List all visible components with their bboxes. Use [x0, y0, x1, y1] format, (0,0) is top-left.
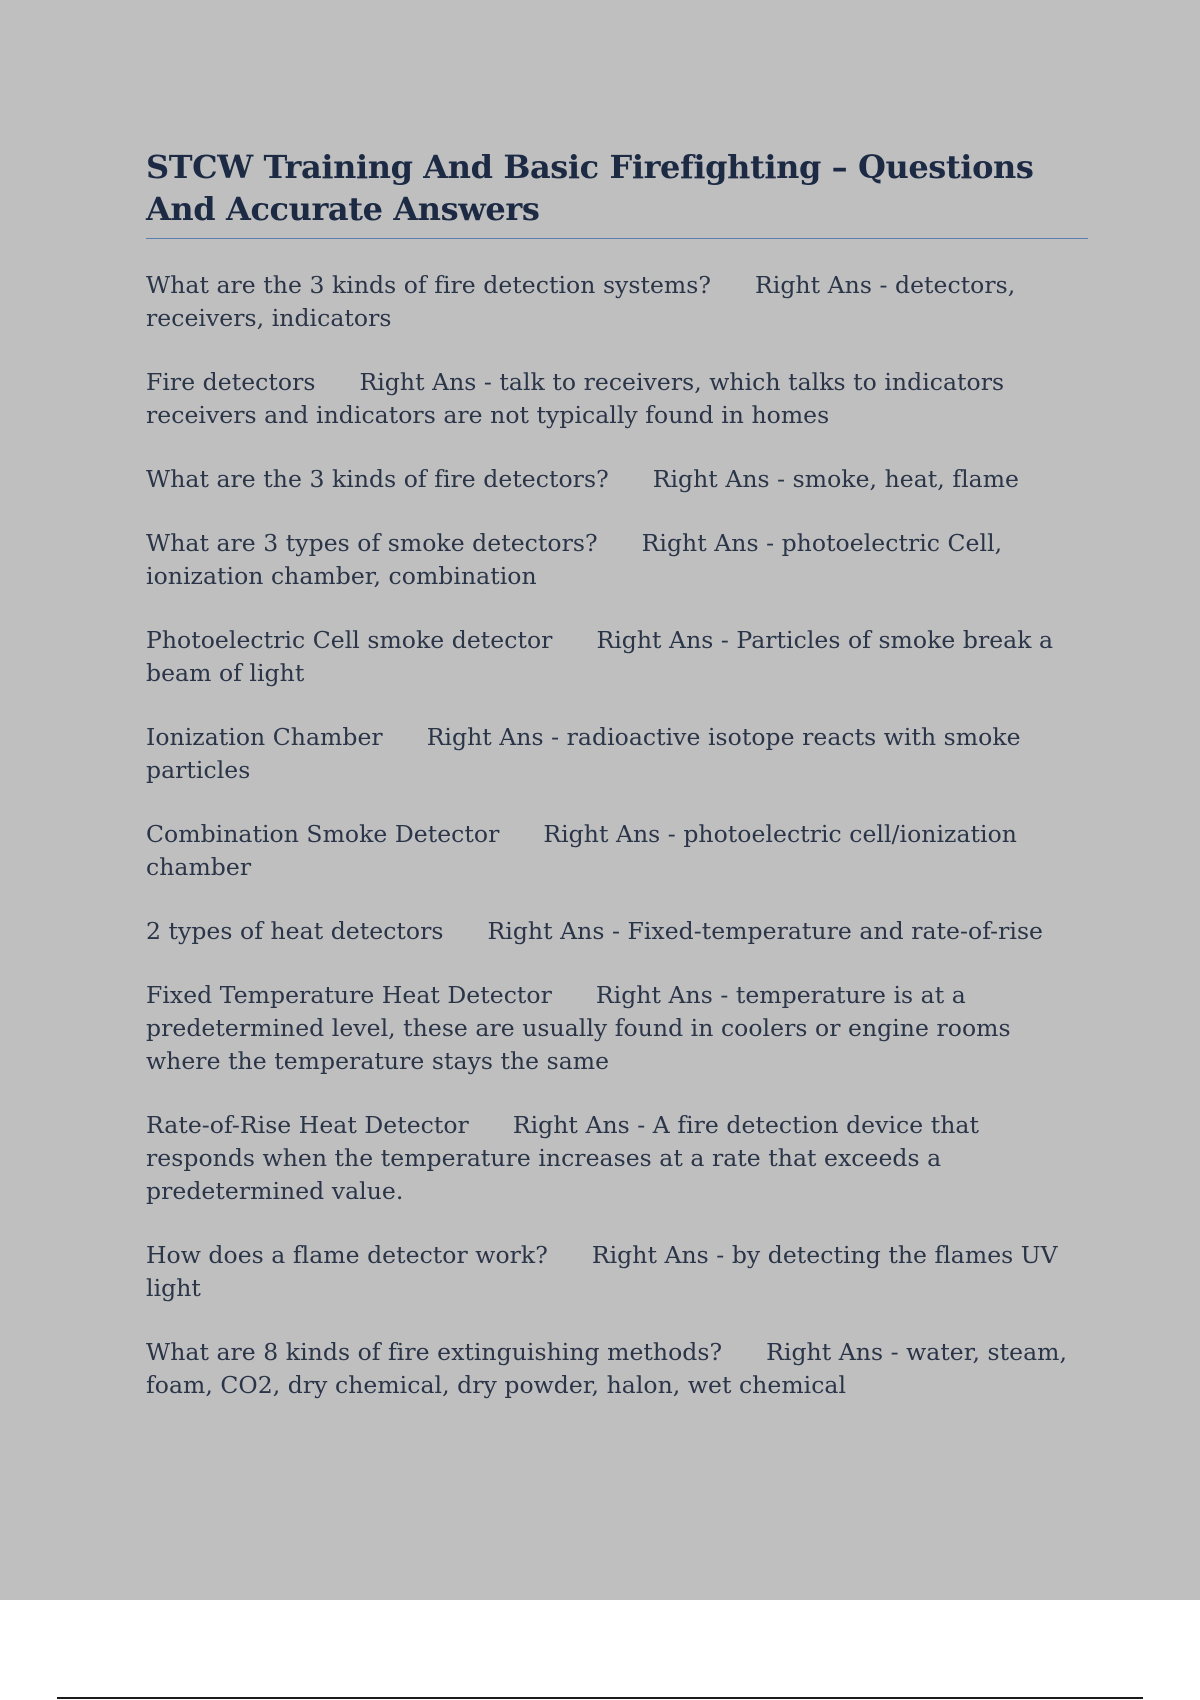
question-text: Combination Smoke Detector — [146, 820, 500, 848]
answer-text: Right Ans - detectors, receivers, indicators — [146, 271, 1016, 332]
answer-text: Right Ans - talk to receivers, which talks to indicators receivers and indicators are not typically found in homes — [146, 368, 1005, 429]
question-text: Fire detectors — [146, 368, 316, 396]
answer-text: Right Ans - radioactive isotope reacts with smoke particles — [146, 723, 1021, 784]
qa-item — [146, 1239, 1088, 1305]
qa-item — [146, 624, 1088, 690]
document-content — [146, 146, 1088, 1433]
qa-item — [146, 366, 1088, 432]
question-text: How does a flame detector work? — [146, 1241, 548, 1269]
question-text: 2 types of heat detectors — [146, 917, 444, 945]
question-text: Rate-of-Rise Heat Detector — [146, 1111, 469, 1139]
bottom-divider — [57, 1697, 1143, 1699]
qa-item — [146, 979, 1088, 1078]
question-text: Ionization Chamber — [146, 723, 383, 751]
answer-text: Right Ans - smoke, heat, flame — [652, 465, 1019, 493]
answer-text: Right Ans - photoelectric cell/ionization chamber — [146, 820, 1017, 881]
answer-text: Right Ans - A fire detection device that responds when the temperature increases at a rate that exceeds a predetermined value. — [146, 1111, 979, 1205]
answer-text: Right Ans - temperature is at a predetermined level, these are usually found in coolers or engine rooms where the temperature stays the same — [146, 981, 1011, 1075]
document-title: STCW Training And Basic Firefighting – Questions And Accurate Answers — [146, 146, 1088, 239]
qa-item — [146, 818, 1088, 884]
qa-item — [146, 1336, 1088, 1402]
question-text: Photoelectric Cell smoke detector — [146, 626, 553, 654]
page-bottom-margin — [0, 1600, 1200, 1700]
qa-list — [146, 269, 1088, 1402]
answer-text: Right Ans - by detecting the flames UV light — [146, 1241, 1058, 1302]
answer-text: Right Ans - Particles of smoke break a beam of light — [146, 626, 1054, 687]
question-text: What are the 3 kinds of fire detectors? — [146, 465, 609, 493]
qa-item — [146, 1109, 1088, 1208]
question-text: Fixed Temperature Heat Detector — [146, 981, 552, 1009]
qa-item — [146, 527, 1088, 593]
question-text: What are the 3 kinds of fire detection systems? — [146, 271, 712, 299]
answer-text: Right Ans - photoelectric Cell, ionization chamber, combination — [146, 529, 1003, 590]
qa-item — [146, 721, 1088, 787]
qa-item — [146, 463, 1088, 496]
qa-item — [146, 915, 1088, 948]
qa-item — [146, 269, 1088, 335]
question-text: What are 3 types of smoke detectors? — [146, 529, 598, 557]
answer-text: Right Ans - Fixed-temperature and rate-of-rise — [487, 917, 1044, 945]
question-text: What are 8 kinds of fire extinguishing methods? — [146, 1338, 723, 1366]
answer-text: Right Ans - water, steam, foam, CO2, dry chemical, dry powder, halon, wet chemical — [146, 1338, 1067, 1399]
